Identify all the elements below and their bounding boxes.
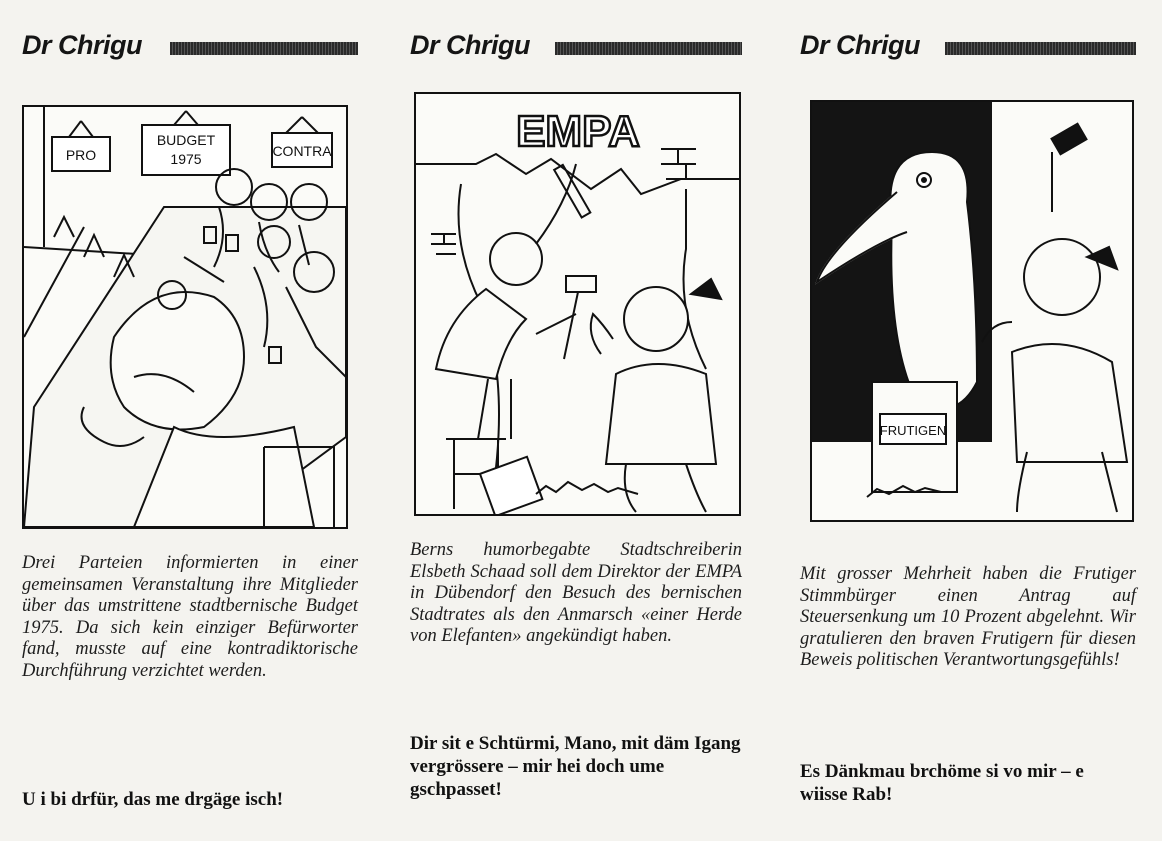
- sign-empa: EMPA: [516, 107, 640, 156]
- punchline-text: Es Dänkmau brchöme si vo mir – e wiisse Rab!: [800, 761, 1084, 805]
- header-rule: [170, 42, 358, 55]
- brand-title: Dr Chrigu: [410, 30, 530, 60]
- strip-header: [800, 30, 1136, 66]
- caption-text: Mit grosser Mehrheit haben die Frutiger Stimmbürger einen Antrag auf Steuersenkung um 10 Prozent abgelehnt. Wir gratulieren den braven Frutigern für diesen Beweis politischen Verantwortungsgefühls!: [800, 564, 1136, 670]
- sign-budget: BUDGET: [156, 132, 216, 148]
- brand-title: Dr Chrigu: [22, 30, 142, 60]
- header-rule: [555, 42, 742, 55]
- sign-year: 1975: [170, 151, 202, 167]
- cartoon-white-raven: [810, 100, 1134, 522]
- cartoon-budget-meeting: [22, 105, 348, 529]
- punchline-text: U i bi drfür, das me drgäge isch!: [22, 789, 284, 810]
- cartoon-empa-wall: [414, 92, 741, 516]
- sign-contra: CONTRA: [272, 143, 332, 159]
- sign-pro: PRO: [65, 147, 97, 163]
- punchline-text: Dir sit e Schtürmi, Mano, mit däm Igang vergrössere – mir hei doch ume gschpasset!: [410, 733, 741, 800]
- cartoon-drawing: [812, 102, 1132, 520]
- cartoon-drawing: [24, 107, 346, 527]
- strip-header: [410, 30, 742, 66]
- brand-title: Dr Chrigu: [800, 30, 920, 60]
- header-rule: [945, 42, 1136, 55]
- sign-frutigen: FRUTIGEN: [879, 423, 947, 438]
- caption-text: Drei Parteien informierten in einer gemeinsamen Veranstaltung ihre Mitglieder über das umstrittene stadtbernische Budget 1975. Da sich kein einziger Befürworter fand, musste auf eine kontradiktorische Durchführung verzichtet werden.: [22, 553, 358, 681]
- cartoon-drawing: [416, 94, 739, 514]
- caption-text: Berns humorbegabte Stadtschreiberin Elsbeth Schaad soll dem Direktor der EMPA in Dübendorf den Besuch des bernischen Stadtrates als den Anmarsch «einer Herde von Elefanten» angekündigt haben.: [410, 540, 742, 646]
- strip-header: [22, 30, 358, 66]
